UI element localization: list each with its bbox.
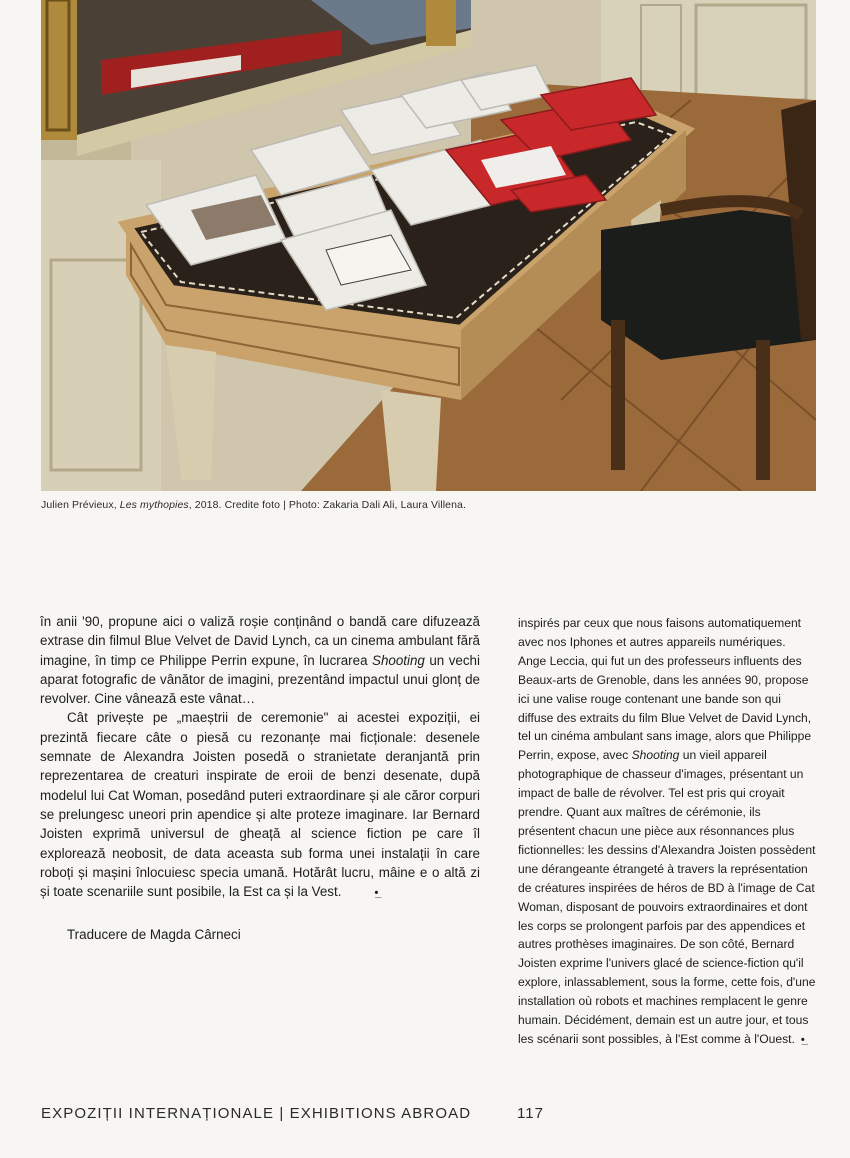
section-footer: EXPOZIȚII INTERNAȚIONALE | EXHIBITIONS ABROAD [41,1105,472,1122]
french-part-b: un vieil appareil photographique de chasseur d'images, présentant un impact de balle de révolver. Tel est pris qui croyait prendre. Quant aux maîtres de cérémonie, ils présentent chacun une pièce aux résonnances plus fictionnelles: les dessins d'Alexandra Joisten possèdent une dérangeante étrangeté à travers la représentation de créatures inspirées de héros de BD à l'image de Cat Woman, disposant de pouvoirs extraordinaires et dont les corps se prolongent parfois par des appendices et autres prothèses imaginaires. De son côté, Bernard Joisten exprime l'univers glacé de science-fiction qu'il explore, inlassablement, sous la forme, cette fois, d'une installation où robots et machines remplacent le genre humain. Décidément, demain est un autre jour, et tous les scénarii sont possibles, à l'Est comme à l'Ouest. [518,748,816,1046]
caption-work-title: Les mythopies [119,499,189,511]
caption-credits: , 2018. Credite foto | Photo: Zakaria Dali Ali, Laura Villena. [188,499,466,511]
page-number: 117 [517,1105,544,1122]
romanian-text-column [40,612,480,945]
end-mark-icon: •̲ [800,1033,805,1046]
exhibition-photo [41,0,816,491]
french-work-title: Shooting [631,748,680,763]
photo-caption [41,498,816,512]
photo-illustration [41,0,816,491]
french-text-column [518,614,816,1050]
romanian-p1-part-a: în anii '90, propune aici o valiză roșie conținând o bandă care difuzează extrase din filmul Blue Velvet de David Lynch, ca un cinema ambulant fără imagine, în timp ce Philippe Perrin expune, în lucrarea [40,614,480,668]
french-paragraph [518,614,816,1050]
end-mark-icon: •̲ [374,887,379,900]
french-part-a: inspirés par ceux que nous faisons automatiquement avec nos Iphones et autres appareils numériques. Ange Leccia, qui fut un des professeurs influents des Beaux-arts de Grenoble, dans les années 90, propose ici une valise rouge contenant une bande son qui diffuse des extraits du film Blue Velvet de David Lynch, tel un cinéma ambulant sans image, alors que Philippe Perrin, expose, avec [518,616,812,763]
romanian-p2-text: Cât privește pe „maeștrii de ceremonie" ai acestei expoziții, ei prezintă fiecare câte o piesă cu rezonanțe mai ficționale: desenele semnate de Alexandra Joisten posedă o stranietate deranjantă prin reprezentarea de creaturi inspirate de eroii de benzi desenate, după modelul lui Cat Woman, posedând puteri extraordinare și ale căror corpuri se prelungesc uneori prin apendice și alte proteze imaginare. Iar Bernard Joisten exprimă universul de gheață al science fiction pe care îl explorează neobosit, de data aceasta sub forma unei instalații în care roboți și mașini înlocuiesc specia umană. Hotărât lucru, mâine e o altă zi și toate scenariile sunt posibile, la Est ca și la Vest. [40,710,480,900]
romanian-p1-part-b: un vechi aparat fotografic de vânător de imagini, prezentând impactul unui glonț de revolver. Cine vânează este vânat… [40,652,480,707]
translator-credit: Traducere de Magda Cârneci [67,927,241,943]
romanian-p1-work-title: Shooting [372,652,425,668]
romanian-paragraph-1 [40,612,480,708]
romanian-paragraph-2 [40,708,480,903]
caption-artist: Julien Prévieux, [41,499,120,511]
